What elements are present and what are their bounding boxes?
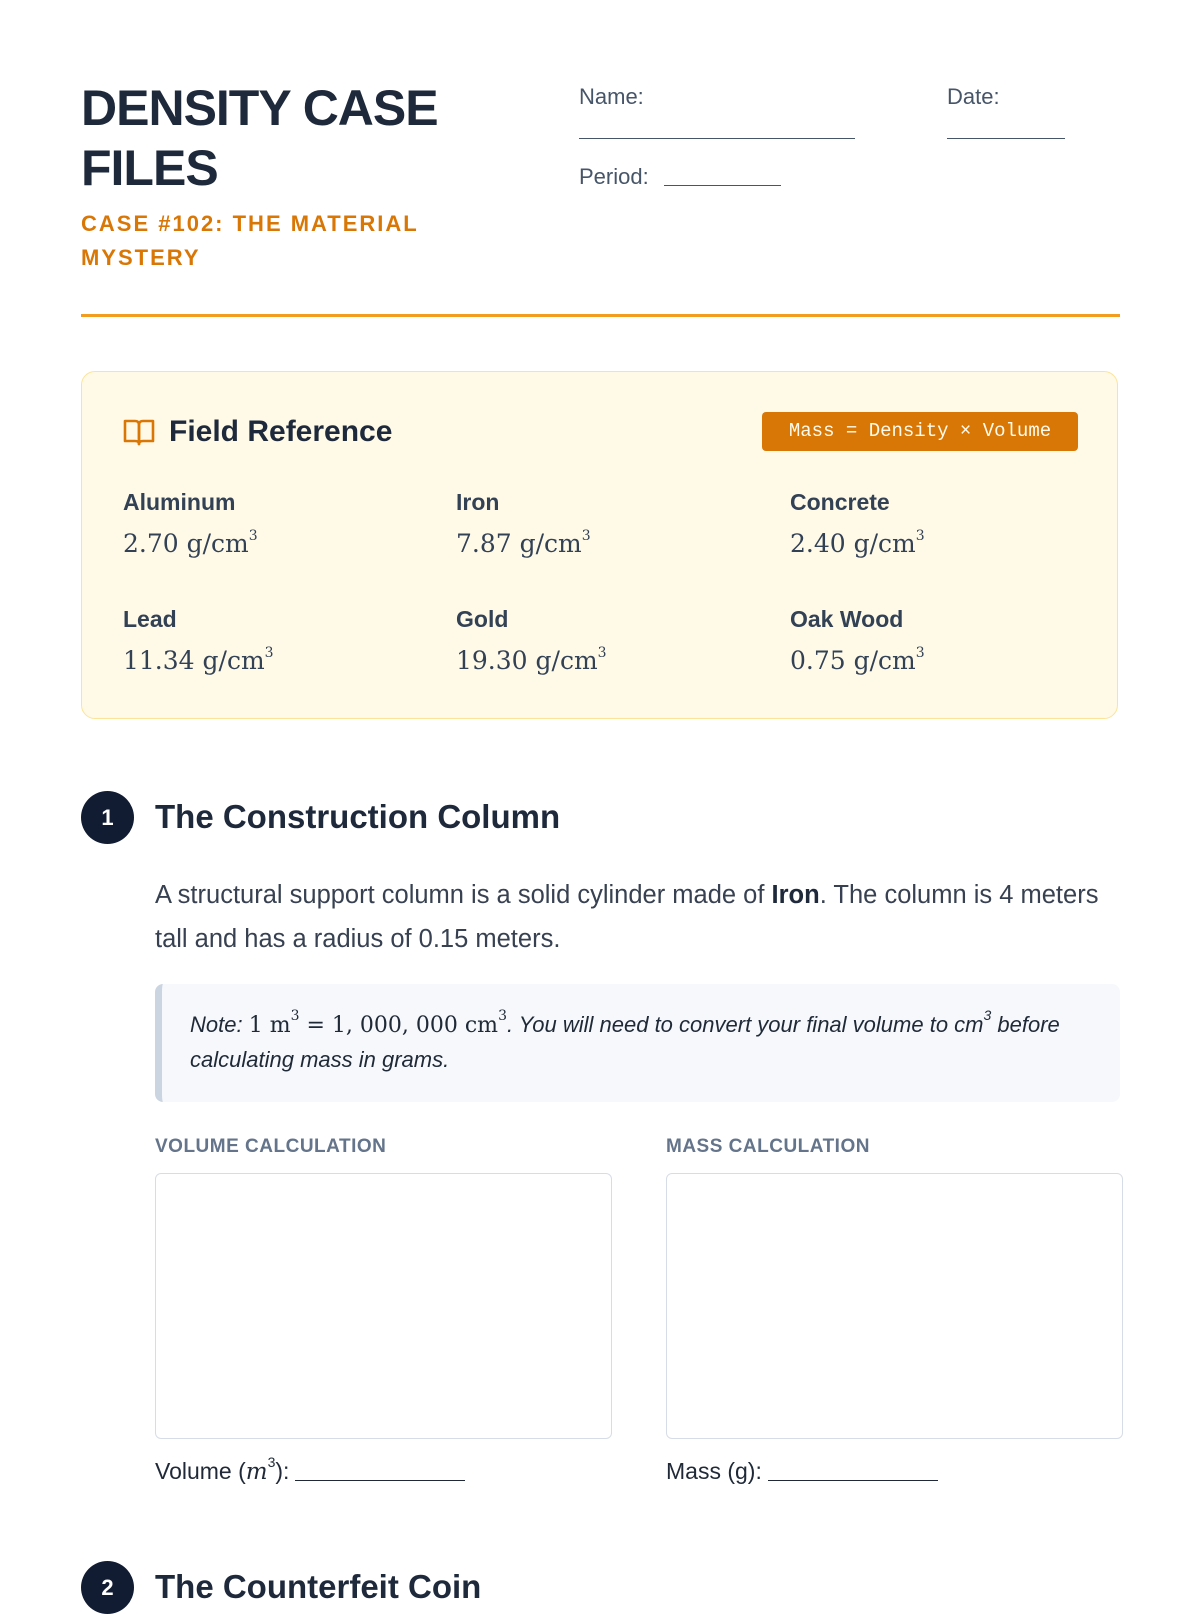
name-label: Name:	[579, 84, 644, 109]
mass-calculation-label: MASS CALCULATION	[666, 1136, 870, 1157]
field-reference-box	[81, 371, 1118, 719]
material-density: 19.30 $g/cm^3$	[456, 645, 607, 675]
material-density: 0.75 $g/cm^3$	[790, 645, 925, 675]
header-divider	[81, 314, 1120, 317]
problem-description: A structural support column is a solid cylinder made of Iron. The column is 4 meters tall and has a radius of 0.15 meters.	[155, 881, 1099, 953]
formula-badge: Mass = Density × Volume	[762, 412, 1078, 451]
material-density: 7.87 $g/cm^3$	[456, 528, 591, 558]
material-name: Lead	[123, 606, 177, 632]
material-density: 2.40 $g/cm^3$	[790, 528, 925, 558]
field-reference-header	[123, 412, 1078, 452]
field-reference-title: Field Reference	[169, 415, 393, 448]
volume-answer: Volume $(m^3)$:	[155, 1455, 465, 1488]
material-name: Aluminum	[123, 489, 236, 515]
worksheet-header	[81, 0, 1120, 316]
volume-calculation-label: VOLUME CALCULATION	[155, 1136, 387, 1157]
period-blank[interactable]	[664, 185, 781, 186]
problem-number-badge: 1	[81, 791, 134, 844]
material-iron	[456, 488, 756, 578]
material-name: Concrete	[790, 489, 890, 515]
mass-work-area[interactable]	[666, 1173, 1123, 1439]
material-aluminum	[123, 488, 423, 578]
conversion-note: Note: 1 $m^3 = 1$, 000, 000 $cm^3$. You will need to convert your final volume to $cm^3$ before calculating mass in grams.	[155, 984, 1120, 1102]
volume-work-area[interactable]	[155, 1173, 612, 1439]
problem-title: The Construction Column	[155, 798, 561, 835]
page-title: DENSITY CASE FILES	[81, 80, 438, 196]
case-subtitle: CASE #102: THE MATERIAL MYSTERY	[81, 211, 419, 270]
material-oak-wood	[790, 605, 1090, 695]
open-book-icon	[123, 418, 155, 446]
period-label: Period:	[579, 164, 649, 189]
name-blank[interactable]	[579, 138, 855, 139]
problem-title: The Counterfeit Coin	[155, 1568, 482, 1605]
worksheet-page	[81, 0, 1120, 1605]
mass-answer-blank[interactable]	[768, 1480, 938, 1481]
material-name: Iron	[456, 489, 500, 515]
date-label: Date:	[947, 84, 1000, 109]
volume-answer-blank[interactable]	[295, 1480, 465, 1481]
material-concrete	[790, 488, 1090, 578]
mass-answer: Mass (g):	[666, 1455, 938, 1487]
material-density: 11.34 $g/cm^3$	[123, 645, 274, 675]
material-lead	[123, 605, 423, 695]
material-name: Oak Wood	[790, 606, 904, 632]
material-gold	[456, 605, 756, 695]
date-blank[interactable]	[947, 138, 1065, 139]
problem-number-badge: 2	[81, 1561, 134, 1614]
material-name: Gold	[456, 606, 509, 632]
material-density: 2.70 $g/cm^3$	[123, 528, 258, 558]
